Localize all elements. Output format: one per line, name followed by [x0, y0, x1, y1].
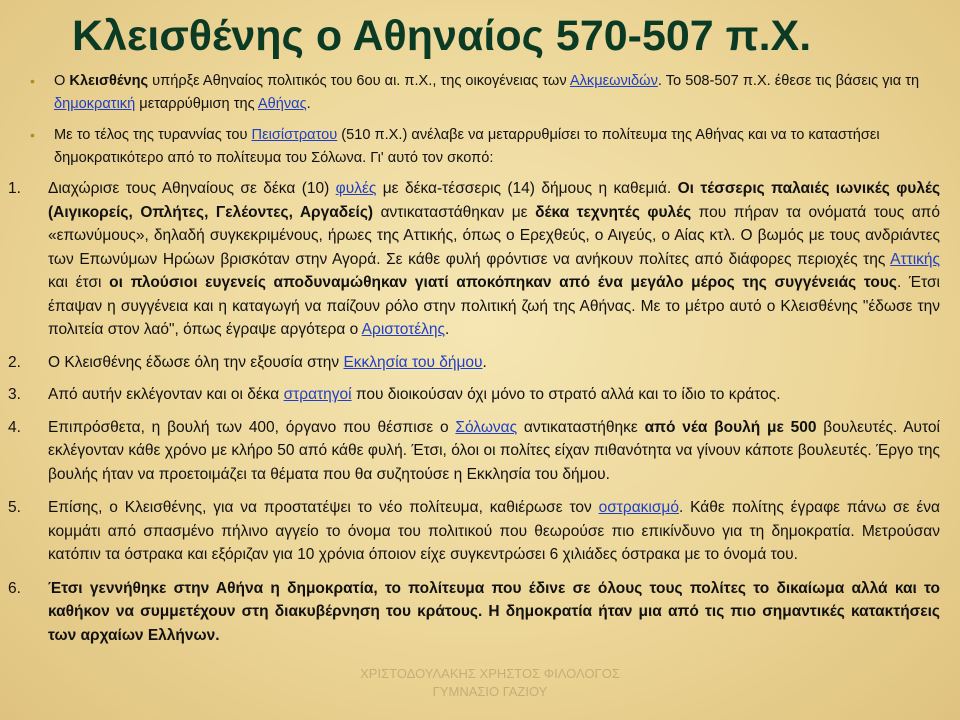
watermark-line-1: ΧΡΙΣΤΟΔΟΥΛΑΚΗΣ ΧΡΗΣΤΟΣ ΦΙΛΟΛΟΓΟΣ [360, 666, 620, 681]
link-peisistratos[interactable]: Πεισίστρατου [251, 127, 338, 143]
watermark-line-2: ΓΥΜΝΑΣΙΟ ΓΑΖΙΟΥ [432, 684, 548, 699]
step-4-bold-1: από νέα βουλή με 500 [644, 418, 817, 436]
intro-1-text-4: μεταρρύθμιση της [135, 95, 258, 112]
step-3-text-1: Από αυτήν εκλέγονταν και οι δέκα [48, 386, 284, 403]
step-4-text-2: αντικαταστήθηκε [517, 418, 645, 436]
step-1-text-7: . [445, 321, 450, 338]
step-4 [8, 416, 940, 487]
intro-1-text-1: Ο [54, 73, 70, 89]
step-3 [8, 383, 940, 407]
intro-bullet-1 [24, 70, 940, 115]
step-number: 5. [8, 499, 21, 516]
link-tribes[interactable]: φυλές [335, 180, 377, 197]
intro-1-text-5: . [306, 95, 311, 112]
step-6-bold-1: Έτσι γεννήθηκε στην Αθήνα η δημοκρατία, το πολίτευμα που έδινε σε όλους τους πολίτες το δικαίωμα αλλά και το καθήκον να συμμετέχουν στη διακυβέρνηση του κράτους. Η δημοκρατία ήταν μια από τις πιο σημαντικές κατακτήσεις των αρχαίων Ελλήνων. [48, 579, 940, 644]
intro-2-text-1: Με το τέλος της τυραννίας του [54, 127, 252, 143]
step-1-text-5: και έτσι [48, 274, 110, 291]
intro-2-text-2: (510 π.Χ.) ανέλαβε να μεταρρυθμίσει το πολίτευμα της Αθήνας και να το καταστήσει δημοκρατικότερο από το πολίτευμα του Σόλωνα. Γι' αυτό τον σκοπό: [54, 127, 880, 166]
intro-bullets [24, 70, 940, 178]
step-4-text-3: βουλευτές. Αυτοί εκλέγονταν κάθε χρόνο με κλήρο 50 από κάθε φυλή. Έτσι, όλοι οι πολίτες είχαν πιθανότητα να γίνουν κάποτε βουλευτές. Έργο της βουλής ήταν να προετοιμάζει τα θέματα που θα συζητούσε η Εκκλησία του δήμου. [48, 418, 940, 483]
author-watermark [360, 665, 620, 701]
step-1-text-4: που πήραν τα ονόματά τους από «επωνύμους», δηλαδή συγκεκριμένους, ήρωες της Αττικής, όπως ο Ερεχθεύς, ο Αιγεύς, ο Αίας κτλ. Ο βωμός με τους ανδριάντες των Επωνύμων Ηρώων βρισκόταν στην Αγορά. Σε κάθε φυλή φρόντισε να ανήκουν πολίτες από διάφορες περιοχές της [48, 203, 940, 268]
bullet-marker-icon: • [30, 73, 35, 89]
step-number: 2. [8, 353, 21, 371]
step-1-text-6: . Έτσι έπαψαν η συγγένεια και η καταγωγή να παίζουν ρόλο στην πολιτική ζωή της Αθήνας. Με το μέτρο αυτό ο Κλεισθένης "έδωσε την πολιτεία στον λαό", όπως έγραψε αργότερα ο [48, 274, 941, 338]
link-alkmeonides[interactable]: Αλκμεωνιδών [569, 73, 658, 89]
step-2-text-1: Ο Κλεισθένης έδωσε όλη την εξουσία στην [48, 353, 344, 371]
intro-bullet-2 [24, 124, 940, 169]
step-1-bold-3: οι πλούσιοι ευγενείς αποδυναμώθηκαν γιατί αποκόπηκαν από ένα μεγάλο μέρος της συγγένειάς τους [109, 274, 897, 291]
bullet-marker-icon: • [30, 127, 35, 143]
step-number: 4. [8, 418, 21, 436]
link-ekklesia[interactable]: Εκκλησία του δήμου [343, 353, 483, 371]
link-democratic[interactable]: δημοκρατική [54, 95, 136, 112]
step-1-text-2: με δέκα-τέσσερις (14) δήμους η καθεμιά. [376, 180, 678, 197]
step-number: 1. [8, 180, 21, 197]
step-number: 3. [8, 386, 21, 403]
intro-1-text-2: υπήρξε Αθηναίος πολιτικός του 6ου αι. π.Χ., της οικογένειας των [148, 73, 570, 89]
step-number: 6. [8, 579, 21, 597]
step-1-bold-2: δέκα τεχνητές φυλές [535, 203, 692, 221]
step-3-text-2: που διοικούσαν όχι μόνο το στρατό αλλά και το ίδιο το κράτος. [351, 386, 781, 403]
step-2-text-2: . [482, 353, 487, 371]
step-5-text-1: Επίσης, ο Κλεισθένης, για να προστατέψει το νέο πολίτευμα, καθιέρωσε τον [48, 499, 599, 516]
intro-1-name-bold: Κλεισθένης [69, 73, 149, 89]
step-5-text-2: . Κάθε πολίτης έγραφε πάνω σε ένα κομμάτι από σπασμένο πήλινο αγγείο το όνομα του πολιτικού που θεωρούσε πιο επικίνδυνο για τη δημοκρατία. Μετρούσαν κατόπιν τα όστρακα και εξόριζαν για 10 χρόνια όποιον είχε συγκεντρώσει 6 χιλιάδες όστρακα με το όνομά του. [48, 499, 940, 563]
link-solon[interactable]: Σόλωνας [455, 418, 518, 436]
link-attica[interactable]: Αττικής [890, 250, 940, 268]
step-1 [8, 177, 940, 342]
step-5 [8, 496, 940, 567]
link-aristotle[interactable]: Αριστοτέλης [361, 321, 446, 338]
intro-1-text-3: . Το 508-507 π.Χ. έθεσε τις βάσεις για τη [657, 73, 920, 89]
link-ostracism[interactable]: οστρακισμό [598, 499, 679, 516]
link-athens[interactable]: Αθήνας [257, 95, 307, 112]
slide-title: Κλεισθένης ο Αθηναίος 570-507 π.Χ. [72, 12, 812, 60]
step-1-text-3: αντικαταστάθηκαν με [373, 203, 536, 221]
reform-steps [8, 177, 940, 657]
step-6 [8, 577, 940, 648]
step-2 [8, 351, 940, 375]
step-4-text-1: Επιπρόσθετα, η βουλή των 400, όργανο που θέσπισε ο [48, 418, 456, 436]
step-1-text-1: Διαχώρισε τους Αθηναίους σε δέκα (10) [48, 180, 336, 197]
link-strategoi[interactable]: στρατηγοί [283, 386, 352, 403]
step-1-bold-1: Οι τέσσερις παλαιές ιωνικές φυλές (Αιγικορείς, Οπλήτες, Γελέοντες, Αργαδείς) [48, 180, 941, 221]
